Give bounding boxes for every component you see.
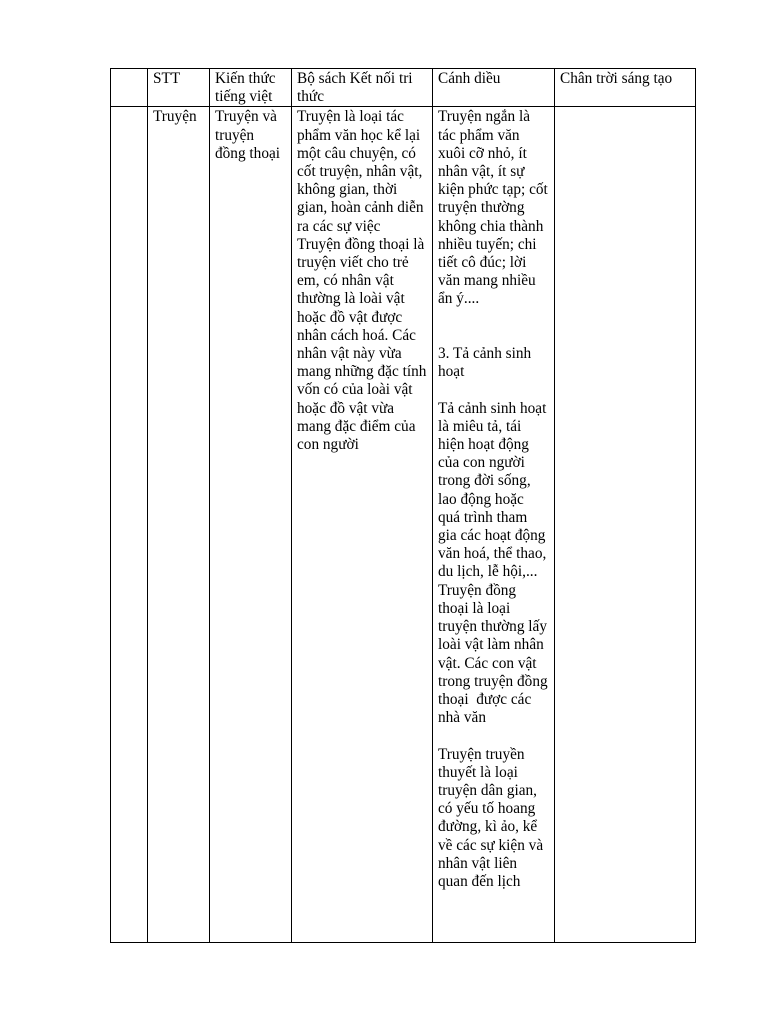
row-cell-stt: Truyện [148,107,210,943]
row-cell-ket-noi-tri-thuc: Truyện là loại tác phẩm văn học kể lại một câu chuyện, có cốt truyện, nhân vật, không gian, thời gian, hoàn cảnh diễn ra các sự việc Truyện đồng thoại là truyện viết cho trẻ em, có nhân vật thường là loài vật hoặc đồ vật được nhân cách hoá. Các nhân vật này vừa mang những đặc tính vốn có của loài vật hoặc đồ vật vừa mang đặc điểm của con người [292,107,433,943]
header-cell-kien-thuc: Kiến thức tiếng việt [210,69,292,107]
header-cell-stt: STT [148,69,210,107]
row-cell-blank [111,107,148,943]
table-row [111,107,696,943]
comparison-table [110,68,696,943]
row-cell-chan-troi-sang-tao [555,107,696,943]
table-header-row [111,69,696,107]
row-cell-kien-thuc: Truyện và truyện đồng thoại [210,107,292,943]
header-cell-canh-dieu: Cánh diều [433,69,555,107]
header-cell-ket-noi-tri-thuc: Bộ sách Kết nối tri thức [292,69,433,107]
row-cell-canh-dieu: Truyện ngắn là tác phẩm văn xuôi cỡ nhỏ, ít nhân vật, ít sự kiện phức tạp; cốt truyện thường không chia thành nhiều tuyến; chi tiết cô đúc; lời văn mang nhiều ẩn ý.... 3. Tả cảnh sinh hoạt Tả cảnh sinh hoạt là miêu tả, tái hiện hoạt động của con người trong đời sống, lao động hoặc quá trình tham gia các hoạt động văn hoá, thể thao, du lịch, lễ hội,... Truyện đồng thoại là loại truyện thường lấy loài vật làm nhân vật. Các con vật trong truyện đồng thoại được các nhà văn Truyện truyền thuyết là loại truyện dân gian, có yếu tố hoang đường, kì ảo, kể về các sự kiện và nhân vật liên quan đến lịch [433,107,555,943]
header-cell-blank [111,69,148,107]
header-cell-chan-troi-sang-tao: Chân trời sáng tạo [555,69,696,107]
